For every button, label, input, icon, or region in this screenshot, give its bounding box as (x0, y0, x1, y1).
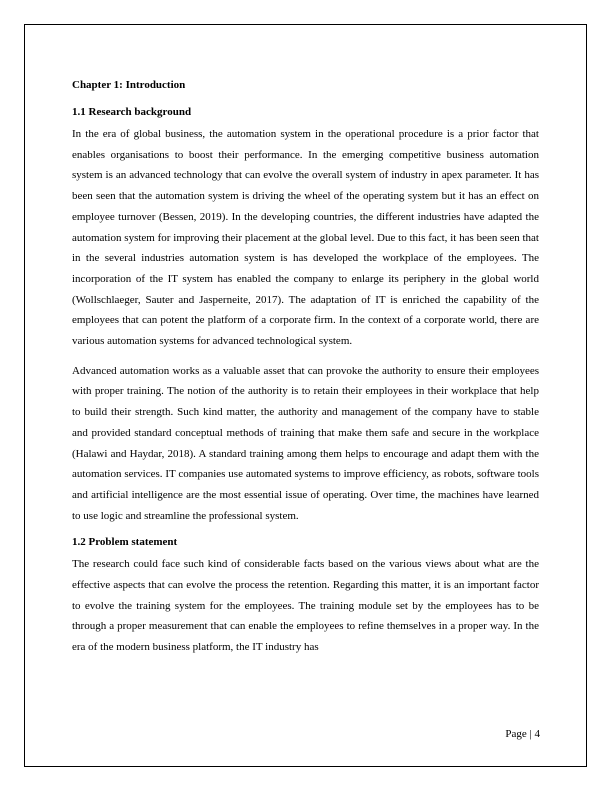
page-number: Page | 4 (505, 728, 540, 740)
page-content (72, 78, 539, 667)
section-heading: 1.1 Research background (72, 106, 192, 118)
section-problem-statement (72, 535, 539, 658)
section-heading: 1.2 Problem statement (72, 536, 178, 549)
paragraph: In the era of global business, the automation system in the operational procedure is a prior factor that enables organisations to boost their performance. In the emerging competitive business automation system is an advanced technology that can evolve the overall system of industry in apex parameter. It has been seen that the automation system is driving the wheel of the operating system but it has an effect on employee turnover (Bessen, 2019). In the developing countries, the different industries have adapted the automation system for improving their placement at the global level. Due to this fact, it has been seen that in the several industries automation system is has developed the workplace of the employees. The incorporation of the IT system has enabled the company to enlarge its periphery in the global world (Wollschlaeger, Sauter and Jasperneite, 2017). The adaptation of IT is enriched the capability of the employees that can potent the platform of a corporate firm. In the context of a corporate world, there are various automation systems for advanced technological system. (72, 128, 539, 348)
paragraph: Advanced automation works as a valuable asset that can provoke the authority to ensure their employees with proper training. The notion of the authority is to retain their employees in their workplace that help to build their strength. Such kind matter, the authority and management of the company have to stable and provided standard conceptual methods of training that make them safe and secure in the workplace (Halawi and Haydar, 2018). A standard training among them helps to encourage and adapt them with the automation services. IT companies use automated systems to improve efficiency, as robots, software tools and artificial intelligence are the most essential issue of operating. Over time, the machines have learned to use logic and streamline the professional system. (72, 364, 539, 522)
section-research-background (72, 105, 539, 526)
paragraph: The research could face such kind of considerable facts based on the various views about what are the effective aspects that can evolve the process the retention. Regarding this matter, it is an important factor to evolve the training system for the employees. The training module set by the employees has to be through a proper measurement that can enable the employees to refine themselves in a proper way. In the era of the modern business platform, the IT industry has (72, 558, 539, 654)
chapter-title: Chapter 1: Introduction (72, 79, 186, 91)
